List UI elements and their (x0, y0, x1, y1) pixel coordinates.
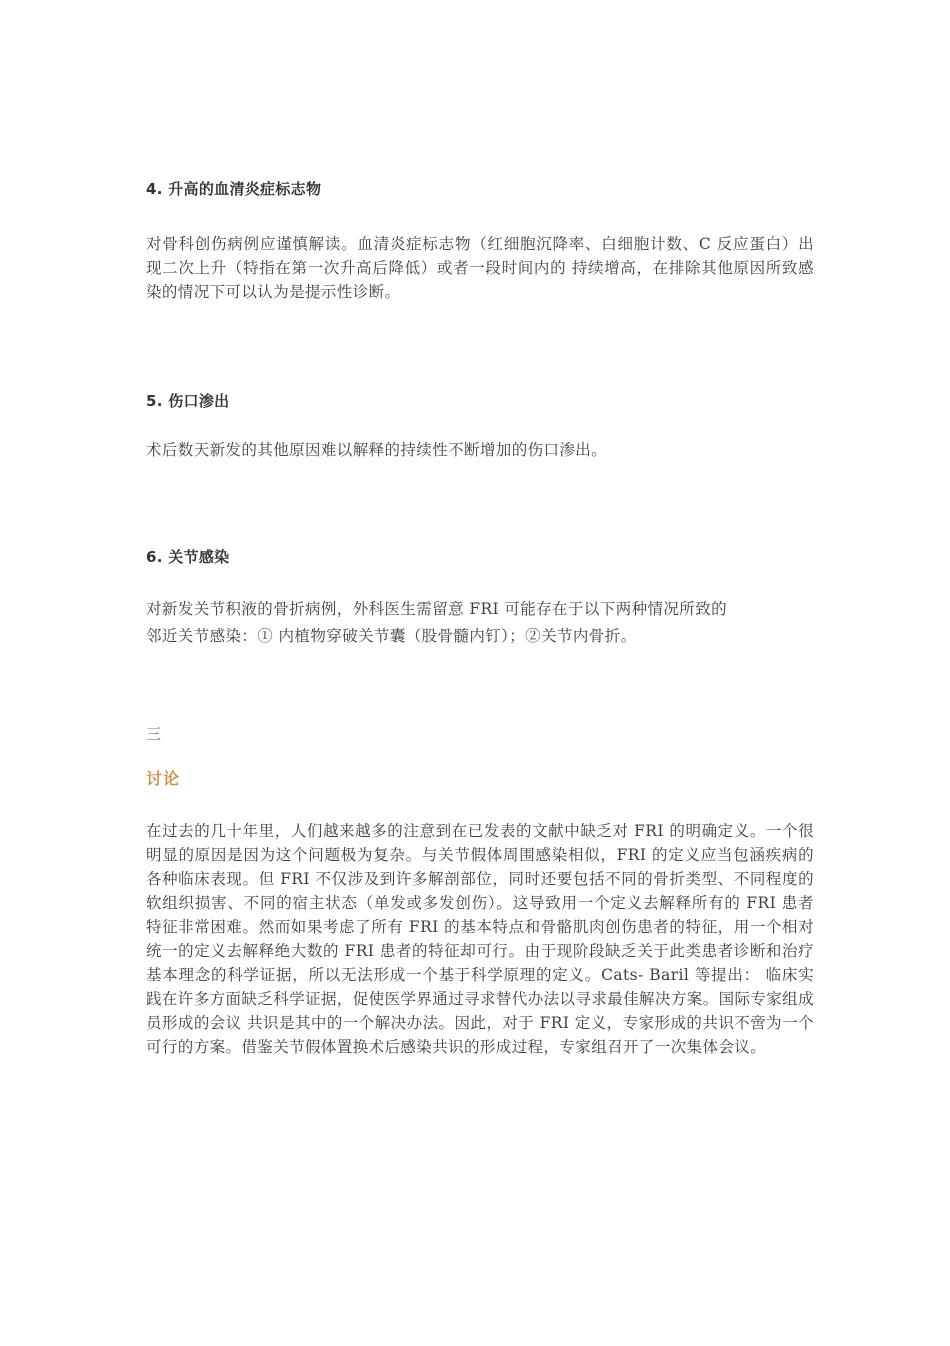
section-heading-inflammatory-markers: 4. 升高的血清炎症标志物 (146, 180, 322, 198)
paragraph-discussion: 在过去的几十年里，人们越来越多的注意到在已发表的文献中缺乏对 FRI 的明确定义。一个很明显的原因是因为这个问题极为复杂。与关节假体周围感染相似，FRI 的定义应当包涵疾病的各种临床表现。但 FRI 不仅涉及到许多解剖部位，同时还要包括不同的骨折类型、不同程度的软组织损害、不同的宿主状态（单发或多发创伤）。这导致用一个定义去解释所有的 FRI 患者特征非常困难。然而如果考虑了所有 FRI 的基本特点和骨骼肌肉创伤患者的特征，用一个相对统一的定义去解释绝大数的 FRI 患者的特征却可行。由于现阶段缺乏关于此类患者诊断和治疗基本理念的科学证据，所以无法形成一个基于科学原理的定义。Cats- Baril 等提出： 临床实践在许多方面缺乏科学证据，促使医学界通过寻求替代办法以寻求最佳解决方案。国际专家组成员形成的会议 共识是其中的一个解决办法。因此，对于 FRI 定义，专家形成的共识不啻为一个可行的方案。借鉴关节假体置换术后感染共识的形成过程，专家组召开了一次集体会议。 (146, 822, 814, 1056)
paragraph-wound-drainage: 术后数天新发的其他原因难以解释的持续性不断增加的伤口渗出。 (146, 441, 608, 459)
section-heading-joint-infection: 6. 关节感染 (146, 548, 230, 566)
section-title-discussion: 讨论 (146, 769, 181, 788)
paragraph-joint-infection-line-1: 对新发关节积液的骨折病例，外科医生需留意 FRI 可能存在于以下两种情况所致的 (146, 600, 728, 618)
paragraph-joint-infection-line-2: 邻近关节感染：① 内植物穿破关节囊（股骨髓内钉）；②关节内骨折。 (146, 627, 637, 645)
section-heading-wound-drainage: 5. 伤口渗出 (146, 392, 230, 410)
section-number: 三 (146, 725, 162, 743)
paragraph-inflammatory-markers: 对骨科创伤病例应谨慎解读。血清炎症标志物（红细胞沉降率、白细胞计数、C 反应蛋白）出现二次上升（特指在第一次升高后降低）或者一段时间内的 持续增高，在排除其他原因所致感染的情况下可以认为是提示性诊断。 (146, 235, 814, 301)
